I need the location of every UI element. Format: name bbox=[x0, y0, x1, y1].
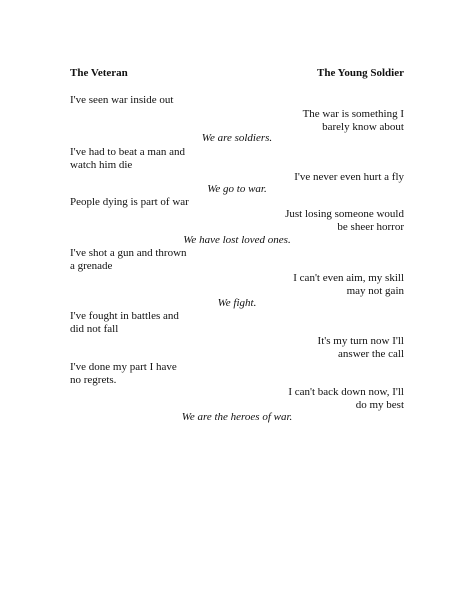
veteran-stanza bbox=[70, 146, 185, 173]
poem-line: I've done my part I have bbox=[70, 361, 177, 373]
poem-line: I've had to beat a man and bbox=[70, 146, 185, 158]
chorus-line bbox=[0, 132, 474, 145]
young-soldier-stanza bbox=[293, 272, 404, 299]
veteran-stanza bbox=[70, 94, 173, 107]
chorus-line bbox=[0, 183, 474, 196]
poem-line: Just losing someone would bbox=[285, 208, 404, 220]
poem-line: answer the call bbox=[338, 348, 404, 361]
poem-line: did not fall bbox=[70, 323, 119, 336]
young-soldier-stanza bbox=[288, 386, 404, 413]
poem-line: I can't even aim, my skill bbox=[293, 272, 404, 284]
chorus-line bbox=[0, 297, 474, 310]
poem-line: I've seen war inside out bbox=[70, 94, 174, 106]
poem-line: I've never even hurt a fly bbox=[294, 171, 404, 183]
poem-line: no regrets. bbox=[70, 374, 117, 387]
poem-line: do my best bbox=[355, 399, 404, 412]
poem-line: I've shot a gun and thrown bbox=[70, 247, 187, 259]
poem-line: The war is something I bbox=[302, 108, 404, 120]
chorus-line bbox=[0, 234, 474, 247]
poem-line: It's my turn now I'll bbox=[317, 335, 404, 347]
poem-line: We fight. bbox=[217, 297, 257, 309]
poem-line: We go to war. bbox=[207, 183, 267, 195]
veteran-stanza bbox=[70, 310, 179, 337]
poem-line: We are the heroes of war. bbox=[181, 411, 293, 423]
poem-line: may not gain bbox=[346, 285, 404, 298]
young-soldier-stanza bbox=[318, 335, 404, 362]
chorus-line bbox=[0, 411, 474, 424]
veteran-stanza bbox=[70, 247, 187, 274]
poem-line: a grenade bbox=[70, 260, 113, 273]
poem-line: I've fought in battles and bbox=[70, 310, 179, 322]
poem-line: watch him die bbox=[70, 159, 133, 172]
veteran-stanza bbox=[70, 196, 189, 209]
veteran-stanza bbox=[70, 361, 177, 388]
poem-line: I can't back down now, I'll bbox=[288, 386, 404, 398]
veteran-heading: The Veteran bbox=[70, 67, 128, 79]
young-soldier-stanza bbox=[303, 108, 404, 135]
poem-line: We are soldiers. bbox=[201, 132, 273, 144]
young-soldier-heading: The Young Soldier bbox=[316, 67, 404, 79]
poem-line: be sheer horror bbox=[337, 221, 404, 234]
poem-line: People dying is part of war bbox=[70, 196, 189, 208]
young-soldier-stanza bbox=[285, 208, 404, 235]
poem-line: We have lost loved ones. bbox=[183, 234, 291, 246]
poem-line: barely know about bbox=[322, 121, 404, 134]
